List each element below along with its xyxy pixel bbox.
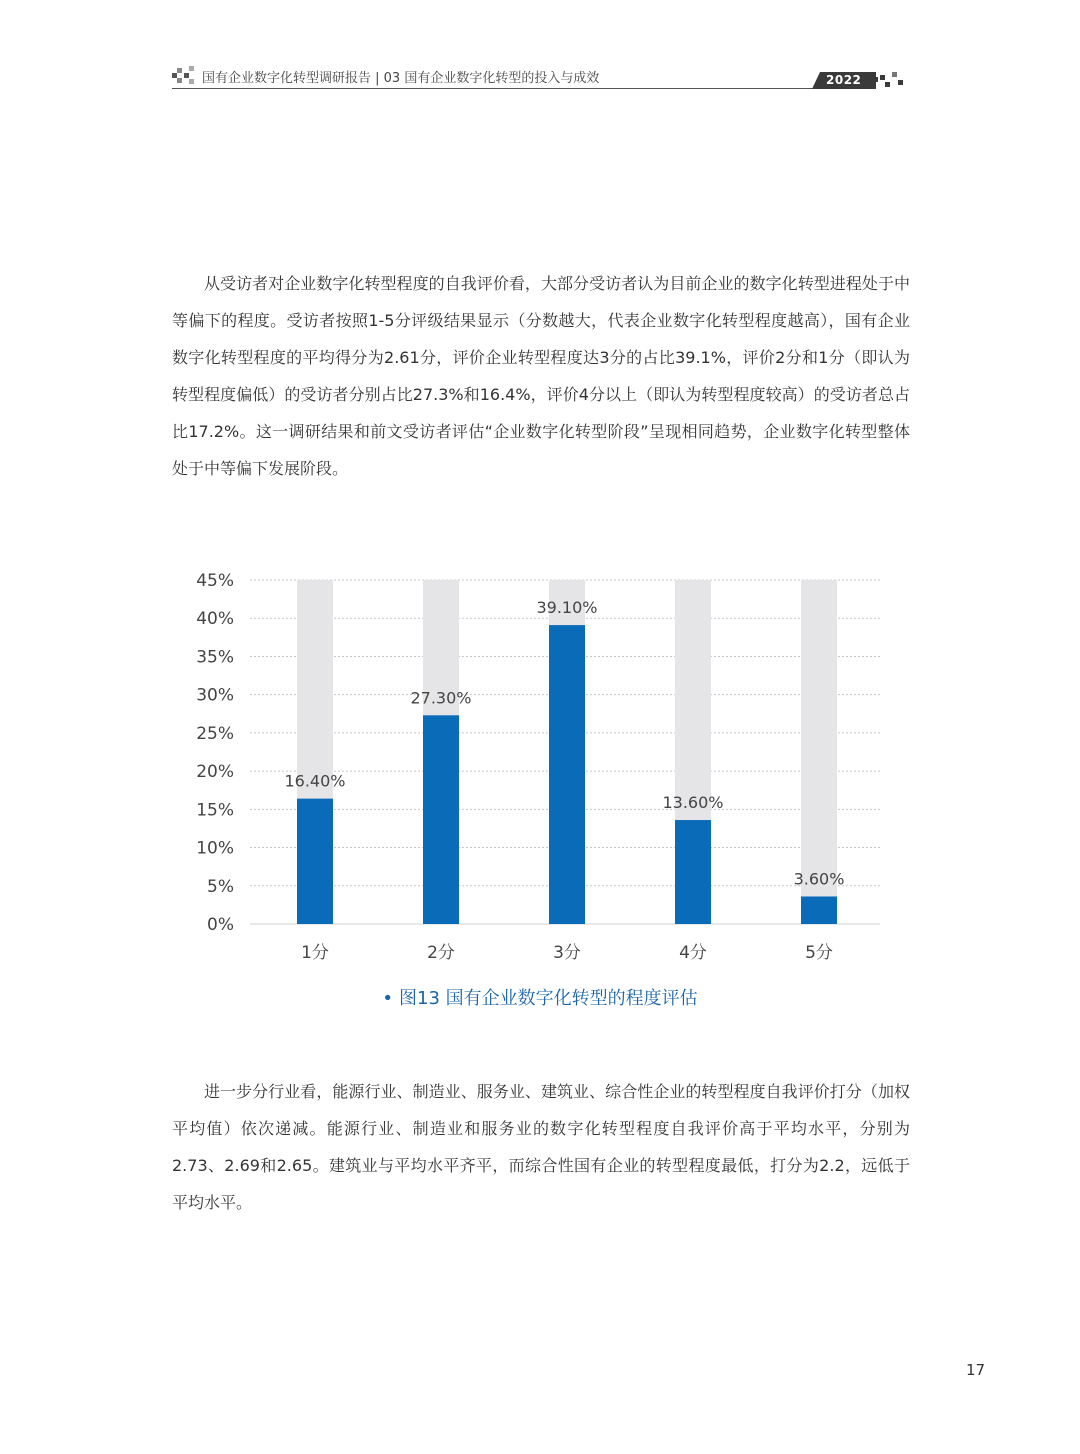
y-tick-label: 10%	[196, 838, 234, 859]
data-label: 3.60%	[793, 869, 845, 889]
page-header	[172, 60, 908, 92]
data-label: 16.40%	[284, 771, 346, 791]
x-tick-label: 2分	[427, 943, 455, 963]
header-divider	[172, 88, 822, 89]
bar	[549, 625, 585, 924]
x-tick-label: 5分	[805, 943, 833, 963]
y-tick-label: 35%	[196, 647, 234, 668]
y-tick-label: 30%	[196, 685, 234, 706]
data-label: 27.30%	[410, 688, 472, 708]
caption-bullet: •	[382, 988, 393, 1009]
bar	[801, 896, 837, 924]
page-number: 17	[966, 1361, 986, 1379]
x-tick-label: 3分	[553, 943, 581, 963]
figure-caption	[0, 984, 1080, 1010]
industry-paragraph: 进一步分行业看，能源行业、制造业、服务业、建筑业、综合性企业的转型程度自我评价打分（加权平均值）依次递减。能源行业、制造业和服务业的数字化转型程度自我评价高于平均水平，分别为2.73、2.69和2.65。建筑业与平均水平齐平，而综合性国有企业的转型程度最低，打分为2.2，远低于平均水平。	[172, 1082, 910, 1212]
x-tick-label: 1分	[301, 943, 329, 963]
intro-paragraph: 从受访者对企业数字化转型程度的自我评价看，大部分受访者认为目前企业的数字化转型进程处于中等偏下的程度。受访者按照1-5分评级结果显示（分数越大，代表企业数字化转型程度越高），国有企业数字化转型程度的平均得分为2.61分，评价企业转型程度达3分的占比39.1%，评价2分和1分（即认为转型程度偏低）的受访者分别占比27.3%和16.4%，评价4分以上（即认为转型程度较高）的受访者总占比17.2%。这一调研结果和前文受访者评估“企业数字化转型阶段”呈现相同趋势，企业数字化转型整体处于中等偏下发展阶段。	[172, 274, 910, 478]
x-tick-label: 4分	[679, 943, 707, 963]
caption-text: 图13 国有企业数字化转型的程度评估	[399, 988, 698, 1009]
header-year: 2022	[826, 73, 862, 87]
bar	[675, 820, 711, 924]
y-tick-label: 45%	[196, 571, 234, 591]
y-tick-label: 5%	[207, 876, 234, 897]
checker-pattern-icon	[868, 72, 908, 90]
report-logo-icon	[172, 66, 196, 84]
transformation-degree-bar-chart	[180, 560, 900, 980]
y-tick-label: 40%	[196, 609, 234, 630]
y-tick-label: 0%	[207, 915, 234, 935]
header-title: 国有企业数字化转型调研报告 | 03 国有企业数字化转型的投入与成效	[202, 71, 600, 86]
bar	[423, 715, 459, 924]
y-tick-label: 20%	[196, 762, 234, 783]
y-tick-label: 25%	[196, 723, 234, 744]
y-tick-label: 15%	[196, 800, 234, 821]
data-label: 39.10%	[536, 598, 598, 618]
data-label: 13.60%	[662, 793, 724, 813]
bar	[297, 799, 333, 924]
